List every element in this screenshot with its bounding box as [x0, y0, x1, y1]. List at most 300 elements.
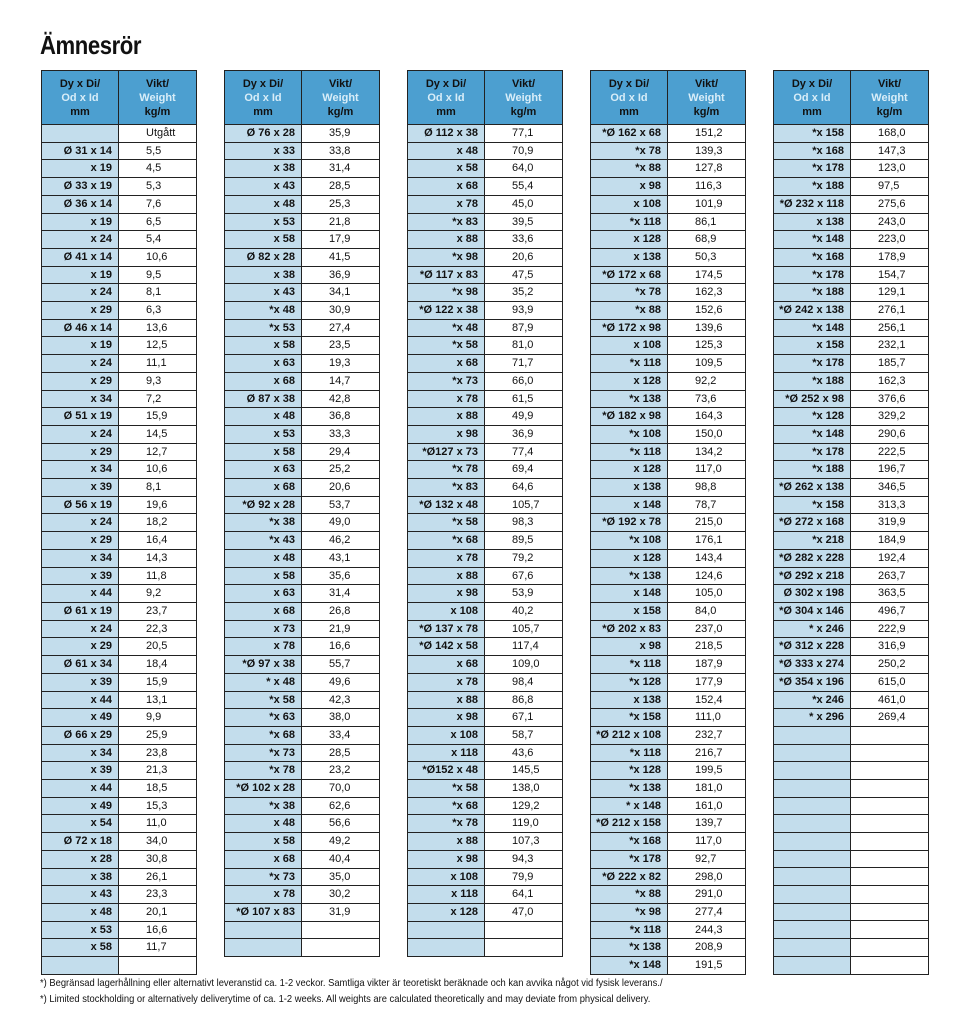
dimension-cell: x 88 [408, 231, 485, 249]
dimension-cell: x 138 [774, 213, 851, 231]
table-row [42, 248, 197, 266]
table-row [774, 673, 929, 691]
dimension-cell: x 58 [408, 160, 485, 178]
table-row [774, 479, 929, 497]
table-row [408, 921, 563, 939]
dimension-cell: *x 128 [591, 762, 668, 780]
table-row [408, 780, 563, 798]
table-row [42, 833, 197, 851]
dimension-cell: *x 138 [591, 939, 668, 957]
dimension-cell: *x 246 [774, 691, 851, 709]
weight-cell: 164,3 [668, 408, 746, 426]
weight-cell: 35,0 [302, 868, 380, 886]
weight-cell: 86,1 [668, 213, 746, 231]
table-row [591, 850, 746, 868]
column-header-dimension-line-2: Od x Id [793, 91, 831, 104]
dimension-cell: *x 128 [774, 408, 851, 426]
column-header-weight-line-1: Vikt/ [694, 77, 719, 90]
table-row [225, 195, 380, 213]
weight-cell: 232,7 [668, 726, 746, 744]
weight-cell: 116,3 [668, 178, 746, 196]
table-row [408, 638, 563, 656]
dimension-cell: x 108 [408, 602, 485, 620]
weight-cell: 21,3 [119, 762, 197, 780]
table-row [42, 762, 197, 780]
weight-cell: 20,6 [302, 479, 380, 497]
table-row [774, 956, 929, 974]
table-row [774, 815, 929, 833]
dimension-cell: x 49 [42, 797, 119, 815]
dimension-cell [774, 921, 851, 939]
weight-cell: 4,5 [119, 160, 197, 178]
weight-cell: 47,0 [485, 903, 563, 921]
weight-cell [851, 815, 929, 833]
weight-cell: 98,4 [485, 673, 563, 691]
dimension-cell: x 29 [42, 302, 119, 320]
dimension-cell [774, 850, 851, 868]
weight-cell: 41,5 [302, 248, 380, 266]
weight-cell: 33,4 [302, 726, 380, 744]
weight-cell: 9,3 [119, 372, 197, 390]
weight-cell: 35,9 [302, 125, 380, 143]
weight-cell: 33,8 [302, 142, 380, 160]
table-row [591, 585, 746, 603]
weight-cell: 36,9 [485, 425, 563, 443]
dimension-cell: *x 98 [591, 903, 668, 921]
dimension-cell: Ø 87 x 38 [225, 390, 302, 408]
weight-cell: 129,2 [485, 797, 563, 815]
column-header-dimension-line-2: Od x Id [427, 91, 465, 104]
dimension-cell: x 54 [42, 815, 119, 833]
weight-cell: 222,5 [851, 443, 929, 461]
weight-cell: 147,3 [851, 142, 929, 160]
table-row [42, 408, 197, 426]
dimension-cell [774, 939, 851, 957]
table-row [408, 390, 563, 408]
weight-cell: 269,4 [851, 709, 929, 727]
table-row [591, 514, 746, 532]
weight-cell: 215,0 [668, 514, 746, 532]
dimension-cell: Ø 46 x 14 [42, 319, 119, 337]
table-row [42, 231, 197, 249]
column-header-dimension-line-1: Dy x Di/ [242, 77, 284, 90]
table-row [42, 514, 197, 532]
weight-cell: 21,8 [302, 213, 380, 231]
weight-cell [302, 921, 380, 939]
table-row [591, 390, 746, 408]
table-row [591, 142, 746, 160]
column-header-dimension-line-1: Dy x Di/ [59, 77, 101, 90]
dimension-cell: x 98 [408, 709, 485, 727]
column-header-weight-line-3: kg/m [876, 105, 903, 118]
weight-cell: 139,3 [668, 142, 746, 160]
dimension-cell: x 158 [591, 602, 668, 620]
dimension-cell: x 68 [408, 355, 485, 373]
dimension-cell: x 138 [591, 479, 668, 497]
weight-cell: 105,0 [668, 585, 746, 603]
dimension-cell [774, 762, 851, 780]
dimension-cell: x 128 [591, 461, 668, 479]
table-row [225, 231, 380, 249]
weight-cell: 145,5 [485, 762, 563, 780]
weight-cell [851, 939, 929, 957]
dimension-cell: *Ø 162 x 68 [591, 125, 668, 143]
column-header-weight [668, 71, 746, 125]
weight-cell: 40,2 [485, 602, 563, 620]
dimension-cell: *x 68 [408, 532, 485, 550]
table-row [408, 514, 563, 532]
column-header-dimension [774, 71, 851, 125]
weight-cell: 243,0 [851, 213, 929, 231]
dimension-cell: *Ø 354 x 196 [774, 673, 851, 691]
table-row [408, 744, 563, 762]
weight-cell: 35,2 [485, 284, 563, 302]
weight-cell: 49,9 [485, 408, 563, 426]
table-row [591, 921, 746, 939]
table-row [774, 372, 929, 390]
table-row [774, 620, 929, 638]
dimension-cell: x 78 [408, 673, 485, 691]
column-header-dimension-line-3: mm [70, 105, 90, 118]
dimension-cell: x 73 [225, 620, 302, 638]
dimension-cell [774, 779, 851, 797]
dimension-cell: *x 38 [225, 797, 302, 815]
dimension-cell: *Ø 192 x 78 [591, 514, 668, 532]
table-row [225, 479, 380, 497]
table-row [591, 780, 746, 798]
table-row [408, 602, 563, 620]
weight-cell: 66,0 [485, 372, 563, 390]
dimension-cell: *x 43 [225, 532, 302, 550]
column-header-weight-line-3: kg/m [144, 105, 171, 118]
table-row [774, 390, 929, 408]
weight-cell: 19,6 [119, 496, 197, 514]
table-row [774, 532, 929, 550]
weight-cell: 25,9 [119, 726, 197, 744]
weight-cell: 98,3 [485, 514, 563, 532]
weight-cell [851, 850, 929, 868]
dimension-cell: *x 58 [408, 780, 485, 798]
weight-cell: 298,0 [668, 868, 746, 886]
dimension-cell: x 158 [774, 337, 851, 355]
dimension-cell: x 43 [42, 886, 119, 904]
weight-cell: 363,5 [851, 585, 929, 603]
weight-cell: 5,3 [119, 178, 197, 196]
weight-cell: 25,3 [302, 195, 380, 213]
table-row [591, 302, 746, 320]
dimension-cell [774, 815, 851, 833]
dimension-cell: Ø 112 x 38 [408, 125, 485, 143]
dimension-cell: x 29 [42, 532, 119, 550]
weight-cell: 26,1 [119, 868, 197, 886]
table-row [774, 514, 929, 532]
table-row [42, 726, 197, 744]
table-row [408, 726, 563, 744]
column-header-dimension-line-3: mm [253, 105, 273, 118]
dimension-cell: x 19 [42, 160, 119, 178]
table-row [42, 780, 197, 798]
table-row [42, 125, 197, 143]
weight-cell [851, 779, 929, 797]
table-row [408, 125, 563, 143]
table-row [42, 567, 197, 585]
weight-cell: 313,3 [851, 496, 929, 514]
weight-cell: 97,5 [851, 178, 929, 196]
table-row [774, 461, 929, 479]
table-row [42, 850, 197, 868]
table-row [225, 691, 380, 709]
table-row [225, 549, 380, 567]
dimension-cell: x 43 [225, 178, 302, 196]
weight-cell: 68,9 [668, 231, 746, 249]
column-header-dimension-line-1: Dy x Di/ [608, 77, 650, 90]
weight-cell: 109,0 [485, 656, 563, 674]
dimension-cell: *Ø 202 x 83 [591, 620, 668, 638]
table-row [774, 726, 929, 744]
weight-cell: 150,0 [668, 425, 746, 443]
weight-cell: 53,7 [302, 496, 380, 514]
weight-cell: 20,1 [119, 903, 197, 921]
weight-cell: 117,0 [668, 833, 746, 851]
column-header-weight [485, 71, 563, 125]
dimension-cell [774, 726, 851, 744]
weight-cell: 177,9 [668, 673, 746, 691]
dimension-cell: *x 108 [591, 425, 668, 443]
column-header-weight-line-2: Weight [871, 91, 908, 104]
weight-cell: 12,5 [119, 337, 197, 355]
weight-cell [851, 921, 929, 939]
dimension-cell: *x 78 [591, 142, 668, 160]
dimension-cell: x 28 [42, 850, 119, 868]
dimension-cell: x 78 [408, 390, 485, 408]
weight-cell: 9,5 [119, 266, 197, 284]
weight-cell: 7,6 [119, 195, 197, 213]
weight-cell: 124,6 [668, 567, 746, 585]
weight-cell: 23,7 [119, 602, 197, 620]
header-row [225, 71, 380, 125]
table-row [225, 620, 380, 638]
dimension-cell: x 68 [408, 656, 485, 674]
dimension-cell: *Ø 142 x 58 [408, 638, 485, 656]
weight-cell: 176,1 [668, 532, 746, 550]
table-row [225, 744, 380, 762]
table-row [591, 532, 746, 550]
dimension-cell: x 138 [591, 691, 668, 709]
weight-cell: 123,0 [851, 160, 929, 178]
weight-cell: 81,0 [485, 337, 563, 355]
column-header-weight [302, 71, 380, 125]
table-row [42, 886, 197, 904]
dimension-cell: *x 188 [774, 372, 851, 390]
dimension-cell: *x 88 [591, 160, 668, 178]
dimension-cell: x 88 [408, 833, 485, 851]
table-row [42, 319, 197, 337]
weight-cell: 42,3 [302, 691, 380, 709]
table-row [591, 868, 746, 886]
table-row [225, 815, 380, 833]
dimension-cell: *Ø 117 x 83 [408, 266, 485, 284]
dimension-cell: x 128 [591, 549, 668, 567]
weight-cell: 92,2 [668, 372, 746, 390]
dimension-cell: *x 88 [591, 886, 668, 904]
table-row [42, 691, 197, 709]
weight-cell: 18,2 [119, 514, 197, 532]
dimension-cell: x 98 [408, 425, 485, 443]
dimension-cell: Ø 31 x 14 [42, 142, 119, 160]
weight-cell: 11,0 [119, 815, 197, 833]
table-row [774, 425, 929, 443]
weight-cell: 187,9 [668, 656, 746, 674]
column-header-weight-line-1: Vikt/ [511, 77, 536, 90]
table-row [42, 443, 197, 461]
weight-cell: 10,6 [119, 248, 197, 266]
weight-cell: 19,3 [302, 355, 380, 373]
dimension-cell: *x 78 [225, 762, 302, 780]
table-row [591, 496, 746, 514]
weight-cell: 119,0 [485, 815, 563, 833]
table-row [42, 549, 197, 567]
table-row [225, 567, 380, 585]
dimension-cell: x 88 [408, 408, 485, 426]
table-row [408, 355, 563, 373]
table-row [591, 709, 746, 727]
dimension-cell: *Ø 262 x 138 [774, 479, 851, 497]
table-row [225, 496, 380, 514]
dimension-cell: *x 118 [591, 355, 668, 373]
table-row [42, 532, 197, 550]
dimension-cell [774, 868, 851, 886]
table-row [591, 762, 746, 780]
table-row [408, 549, 563, 567]
table-row [774, 248, 929, 266]
weight-cell: 64,1 [485, 886, 563, 904]
weight-cell: 70,0 [302, 780, 380, 798]
dimension-cell: *x 188 [774, 178, 851, 196]
weight-cell: 78,7 [668, 496, 746, 514]
table-row [591, 833, 746, 851]
dimension-cell: x 58 [225, 337, 302, 355]
weight-cell: 14,5 [119, 425, 197, 443]
weight-cell: 13,1 [119, 691, 197, 709]
dimension-cell: *x 178 [591, 850, 668, 868]
table-row [408, 567, 563, 585]
weight-cell: 92,7 [668, 850, 746, 868]
table-row [225, 514, 380, 532]
dimension-cell: *x 78 [408, 815, 485, 833]
dimension-cell: *x 68 [225, 726, 302, 744]
table-row [408, 939, 563, 957]
weight-cell [485, 921, 563, 939]
table-row [774, 231, 929, 249]
dimension-cell: x 63 [225, 355, 302, 373]
table-row [225, 425, 380, 443]
weight-cell: 275,6 [851, 195, 929, 213]
weight-cell: 152,6 [668, 302, 746, 320]
dimension-cell: x 68 [225, 602, 302, 620]
table-row [42, 797, 197, 815]
column-header-dimension [408, 71, 485, 125]
weight-cell: 199,5 [668, 762, 746, 780]
column-header-dimension-line-2: Od x Id [244, 91, 282, 104]
weight-cell: 16,4 [119, 532, 197, 550]
table-row [225, 443, 380, 461]
table-row [774, 195, 929, 213]
table-row [591, 213, 746, 231]
table-row [42, 479, 197, 497]
dimension-cell: *x 158 [591, 709, 668, 727]
table-row [774, 355, 929, 373]
weight-cell: 196,7 [851, 461, 929, 479]
weight-cell [485, 939, 563, 957]
weight-cell: 162,3 [668, 284, 746, 302]
table-row [408, 797, 563, 815]
table-row [225, 850, 380, 868]
weight-cell: 64,0 [485, 160, 563, 178]
weight-cell: 181,0 [668, 780, 746, 798]
weight-cell: 89,5 [485, 532, 563, 550]
table-row [591, 425, 746, 443]
dimension-cell: x 24 [42, 231, 119, 249]
dimension-cell: Ø 61 x 19 [42, 602, 119, 620]
weight-cell: 67,1 [485, 709, 563, 727]
table-row [225, 833, 380, 851]
weight-cell [851, 903, 929, 921]
dimension-cell: x 38 [42, 868, 119, 886]
column-header-weight-line-2: Weight [505, 91, 542, 104]
table-row [225, 903, 380, 921]
dimension-cell: x 48 [408, 142, 485, 160]
weight-cell: 28,5 [302, 178, 380, 196]
weight-cell: 346,5 [851, 479, 929, 497]
dimension-cell: x 29 [42, 372, 119, 390]
tube-table-1 [41, 70, 197, 975]
table-row [225, 390, 380, 408]
table-row [591, 673, 746, 691]
weight-cell: 93,9 [485, 302, 563, 320]
table-row [225, 656, 380, 674]
weight-cell: 23,5 [302, 337, 380, 355]
weight-cell: 39,5 [485, 213, 563, 231]
dimension-cell: *x 83 [408, 479, 485, 497]
table-row [408, 833, 563, 851]
table-row [591, 319, 746, 337]
dimension-cell: x 108 [408, 868, 485, 886]
dimension-cell: x 34 [42, 744, 119, 762]
dimension-cell: *x 68 [408, 797, 485, 815]
dimension-cell: *Ø 172 x 98 [591, 319, 668, 337]
weight-cell: 42,8 [302, 390, 380, 408]
weight-cell: 21,9 [302, 620, 380, 638]
table-row [774, 638, 929, 656]
dimension-cell: *x 83 [408, 213, 485, 231]
dimension-cell: x 39 [42, 673, 119, 691]
weight-cell: 86,8 [485, 691, 563, 709]
weight-cell: 184,9 [851, 532, 929, 550]
dimension-cell: x 108 [408, 726, 485, 744]
weight-cell: 31,4 [302, 585, 380, 603]
table-row [408, 284, 563, 302]
table-row [225, 868, 380, 886]
weight-cell: 10,6 [119, 461, 197, 479]
table-row [591, 195, 746, 213]
table-row [408, 142, 563, 160]
dimension-cell [42, 957, 119, 975]
dimension-cell: *x 48 [408, 319, 485, 337]
dimension-cell: *Ø 242 x 138 [774, 302, 851, 320]
table-row [774, 762, 929, 780]
dimension-cell: x 38 [225, 160, 302, 178]
weight-cell: 151,2 [668, 125, 746, 143]
